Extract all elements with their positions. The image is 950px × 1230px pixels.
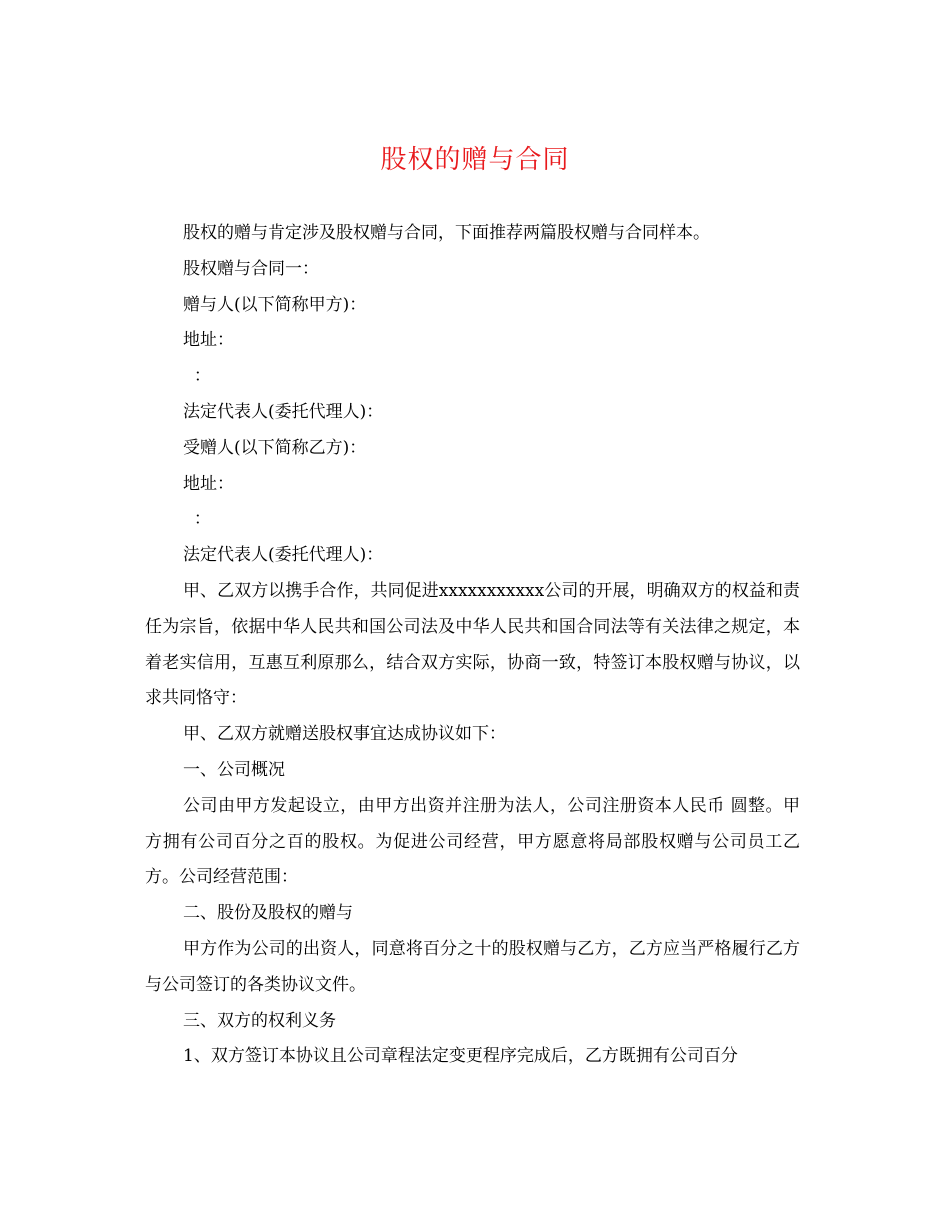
paragraph-donor: 赠与人(以下简称甲方)： bbox=[183, 294, 367, 315]
paragraph-donee-address: 地址： bbox=[183, 473, 234, 494]
section-heading-rights-obligations: 三、双方的权利义务 bbox=[183, 1010, 336, 1031]
document-body bbox=[145, 216, 800, 1075]
paragraph-rights-item-1: 1、双方签订本协议且公司章程法定变更程序完成后，乙方既拥有公司百分 bbox=[183, 1046, 738, 1067]
paragraph-agreement-intro: 甲、乙双方就赠送股权事宜达成协议如下： bbox=[183, 724, 506, 745]
paragraph-donee-representative: 法定代表人(委托代理人)： bbox=[183, 545, 384, 566]
paragraph-intro: 股权的赠与肯定涉及股权赠与合同，下面推荐两篇股权赠与合同样本。 bbox=[183, 223, 710, 243]
paragraph-donor-address: 地址： bbox=[183, 330, 234, 351]
paragraph-donor-blank: ： bbox=[183, 366, 211, 387]
section-heading-share-gift: 二、股份及股权的赠与 bbox=[183, 903, 353, 924]
paragraph-company-overview: 公司由甲方发起设立，由甲方出资并注册为法人，公司注册资本人民币 圆整。甲方拥有公司百分之百的股权。为促进公司经营，甲方愿意将局部股权赠与公司员工乙方。公司经营范围： bbox=[145, 795, 800, 888]
paragraph-donor-representative: 法定代表人(委托代理人)： bbox=[183, 401, 384, 422]
paragraph-preamble: 甲、乙双方以携手合作，共同促进xxxxxxxxxxx公司的开展，明确双方的权益和责任为宗旨，依据中华人民共和国公司法及中华人民共和国合同法等有关法律之规定，本着老实信用，互惠互利原那么，结合双方实际，协商一致，特签订本股权赠与协议，以求共同恪守： bbox=[145, 580, 800, 709]
paragraph-contract-one-heading: 股权赠与合同一： bbox=[183, 258, 319, 279]
paragraph-share-gift: 甲方作为公司的出资人，同意将百分之十的股权赠与乙方，乙方应当严格履行乙方与公司签订的各类协议文件。 bbox=[145, 938, 800, 995]
document-title: 股权的赠与合同 bbox=[380, 145, 570, 175]
paragraph-donee-blank: ： bbox=[183, 509, 211, 530]
section-heading-company-overview: 一、公司概况 bbox=[183, 759, 285, 780]
paragraph-donee: 受赠人(以下简称乙方)： bbox=[183, 437, 367, 458]
